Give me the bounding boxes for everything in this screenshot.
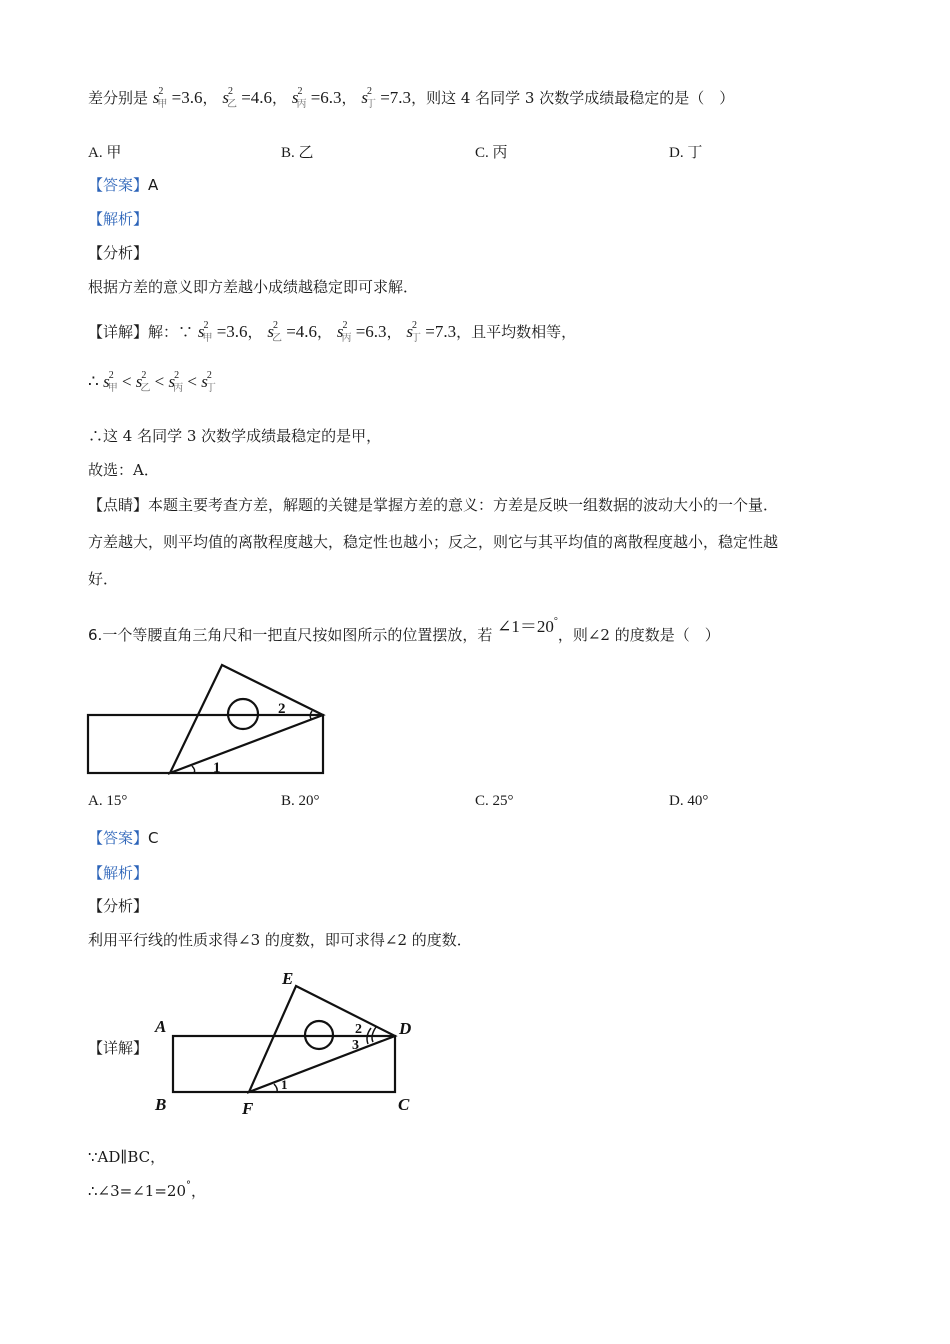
label-a: A [155,1017,167,1036]
angle-3-label: 3 [352,1038,359,1053]
q5-comment-line1: 【点睛】本题主要考查方差，解题的关键是掌握方差的意义：方差是反映一组数据的波动大小的一个量． [88,496,779,514]
answer-value: A [148,176,159,194]
label-d: D [399,1019,412,1038]
q5-comment-line2: 方差越大，则平均值的离散程度越大，稳定性也越小；反之，则它与其平均值的离散程度越小，稳定性越 [88,533,779,551]
answer-label: 【答案】 [88,829,149,847]
q5-option-d: D. 丁 [669,145,703,161]
q6-jiexi-label: 【解析】 [88,864,149,882]
q6-option-a: A. 15° [88,793,128,809]
comma: ， [202,89,218,107]
angle-1-arc [274,1084,277,1092]
q6-step1: ∵AD∥BC， [88,1148,166,1166]
q6-answer [88,827,159,848]
label-b: B [155,1095,167,1114]
q5-stem-line [88,86,734,110]
q5-stem-suffix: ，则这 4 名同学 3 次数学成绩最稳定的是（ ） [411,89,735,107]
variance-yi: $s^2_乙 =4.6$ [222,86,273,110]
q5-option-a: A. 甲 [88,145,122,161]
q6-figure-1 [80,655,340,785]
q5-choose: 故选：A． [88,461,159,479]
q5-detail-line: 【详解】解：∵ $s^2_甲 =3.6$， $s^2_乙 =4.6$， $s^2_丙 =6.3$， $s^2_丁 =7.3$，且平均数相等， [88,320,577,344]
q5-answer [88,174,158,195]
q6-option-d: D. 40° [669,793,709,809]
detail-variance-yi: $s^2_乙 =4.6$ [267,320,318,344]
q5-option-b: B. 乙 [281,145,314,161]
q5-conclusion: ∴这 4 名同学 3 次数学成绩最稳定的是甲， [88,427,382,445]
angle-1-label: 1 [281,1077,288,1092]
q6-stem: 6.一个等腰直角三角尺和一把直尺按如图所示的位置摆放，若 ∠1＝20°，则∠2 的度数是（ ） [88,616,720,644]
detail-variance-ding: $s^2_丁 =7.3$ [406,320,457,344]
q6-option-c: C. 25° [475,793,514,809]
angle-1-label: 1 [213,760,221,776]
detail-variance-jia: $s^2_甲 =3.6$ [197,320,248,344]
comma: ， [272,89,288,107]
variance-jia: $s^2_甲 =3.6$ [152,86,203,110]
q6-figure-2 [150,962,420,1120]
variance-bing: $s^2_丙 =6.3$ [291,86,342,110]
q5-fenxi-text: 根据方差的意义即方差越小成绩越稳定即可求解． [88,278,419,296]
detail-variance-bing: $s^2_丙 =6.3$ [336,320,387,344]
label-f: F [242,1099,254,1118]
set-square [170,665,323,773]
q5-jiexi-label: 【解析】 [88,210,149,228]
comma: ， [341,89,357,107]
q5-comment-line3: 好． [88,570,119,588]
angle-2-label: 2 [355,1022,362,1037]
q6-step2: ∴∠3=∠1=20°， [88,1180,207,1200]
q6-condition: ∠1＝20° [497,616,558,636]
q6-number: 6. [88,626,103,644]
ruler [88,715,323,773]
detail-label: 【详解】 [88,323,149,341]
q6-detail-label: 【详解】 [88,1039,149,1057]
label-e: E [282,969,294,988]
answer-label: 【答案】 [88,176,149,194]
label-c: C [398,1095,410,1114]
angle-2-label: 2 [278,701,286,717]
variance-ding: $s^2_丁 =7.3$ [361,86,412,110]
q6-fenxi-label: 【分析】 [88,897,149,915]
q6-fenxi-text: 利用平行线的性质求得∠3 的度数，即可求得∠2 的度数． [88,931,472,949]
answer-value: C [148,829,159,847]
q5-fenxi-label: 【分析】 [88,244,149,262]
angle-2-arc [372,1027,376,1042]
set-square-efd [249,986,395,1092]
detail-suffix: ，且平均数相等， [456,323,577,341]
q5-inequality: ∴ $s^2_甲 < s^2_乙 < s^2_丙 < s^2_丁$ [88,370,216,394]
detail-prefix: 解：∵ [148,323,194,341]
comment-label: 【点睛】 [88,496,149,514]
q5-option-c: C. 丙 [475,145,508,161]
q5-stem-prefix: 差分别是 [88,89,149,107]
q6-option-b: B. 20° [281,793,320,809]
